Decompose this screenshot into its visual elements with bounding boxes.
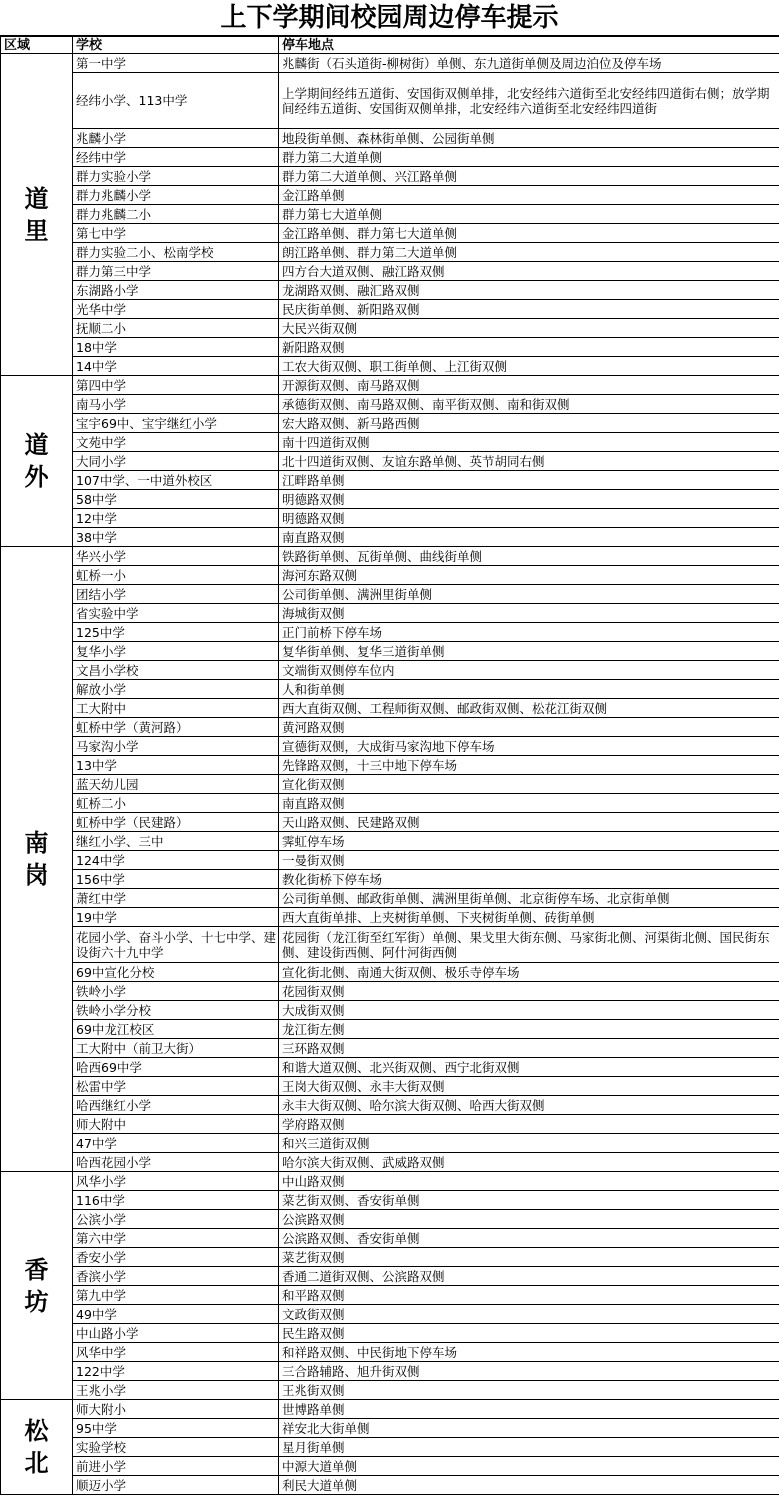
school-cell: 第四中学 (73, 376, 279, 395)
location-cell: 和祥路双侧、中民街地下停车场 (279, 1343, 779, 1362)
location-cell: 一曼街双侧 (279, 851, 779, 870)
school-cell: 124中学 (73, 851, 279, 870)
district-name: 南岗 (23, 827, 49, 891)
table-row (1, 1400, 779, 1419)
school-cell: 铁岭小学分校 (73, 1001, 279, 1020)
table-row (1, 1343, 779, 1362)
district-cell (1, 1400, 73, 1495)
table-row (1, 1134, 779, 1153)
district-name: 道里 (23, 183, 49, 247)
school-cell: 第六中学 (73, 1229, 279, 1248)
table-row (1, 1362, 779, 1381)
location-cell: 江畔路单侧 (279, 471, 779, 490)
school-cell: 松雷中学 (73, 1077, 279, 1096)
school-cell: 文苑中学 (73, 433, 279, 452)
school-cell: 69中龙江校区 (73, 1020, 279, 1039)
table-row (1, 661, 779, 680)
table-row (1, 1419, 779, 1438)
parking-table (0, 36, 779, 1495)
school-cell: 团结小学 (73, 585, 279, 604)
table-row (1, 281, 779, 300)
school-cell: 东湖路小学 (73, 281, 279, 300)
location-cell: 霁虹停车场 (279, 832, 779, 851)
table-row (1, 186, 779, 205)
location-cell: 龙江街左侧 (279, 1020, 779, 1039)
location-cell: 公滨路双侧 (279, 1210, 779, 1229)
location-cell: 学府路双侧 (279, 1115, 779, 1134)
location-cell: 文端街双侧停车位内 (279, 661, 779, 680)
school-cell: 经纬中学 (73, 148, 279, 167)
location-cell: 西大直街双侧、工程师街双侧、邮政街双侧、松花江街双侧 (279, 699, 779, 718)
table-row (1, 376, 779, 395)
location-cell: 西大直街单排、上夹树街单侧、下夹树街单侧、砖街单侧 (279, 908, 779, 927)
location-cell: 金江路单侧、群力第七大道单侧 (279, 224, 779, 243)
table-row (1, 490, 779, 509)
location-cell: 和平路双侧 (279, 1286, 779, 1305)
school-cell: 文昌小学校 (73, 661, 279, 680)
table-row (1, 1286, 779, 1305)
school-cell: 解放小学 (73, 680, 279, 699)
location-cell: 三合路辅路、旭升街双侧 (279, 1362, 779, 1381)
school-cell: 萧红中学 (73, 889, 279, 908)
district-cell (1, 547, 73, 1172)
table-row (1, 1229, 779, 1248)
location-cell: 王岗大街双侧、永丰大街双侧 (279, 1077, 779, 1096)
table-row (1, 547, 779, 566)
school-cell: 122中学 (73, 1362, 279, 1381)
table-row (1, 1438, 779, 1457)
district-cell (1, 54, 73, 376)
table-row (1, 870, 779, 889)
school-cell: 大同小学 (73, 452, 279, 471)
school-cell: 宝宇69中、宝宇继红小学 (73, 414, 279, 433)
table-row (1, 414, 779, 433)
school-cell: 13中学 (73, 756, 279, 775)
location-cell: 民生路双侧 (279, 1324, 779, 1343)
location-cell: 星月街单侧 (279, 1438, 779, 1457)
table-row (1, 357, 779, 376)
school-cell: 中山路小学 (73, 1324, 279, 1343)
school-cell: 14中学 (73, 357, 279, 376)
table-row (1, 528, 779, 547)
school-cell: 18中学 (73, 338, 279, 357)
table-row (1, 1267, 779, 1286)
location-cell: 南十四道街双侧 (279, 433, 779, 452)
table-row (1, 982, 779, 1001)
school-cell: 蓝天幼儿园 (73, 775, 279, 794)
school-cell: 哈西继红小学 (73, 1096, 279, 1115)
table-row (1, 889, 779, 908)
location-cell: 王兆街双侧 (279, 1381, 779, 1400)
location-cell: 群力第二大道单侧 (279, 148, 779, 167)
table-row (1, 1476, 779, 1495)
table-row (1, 963, 779, 982)
table-row (1, 623, 779, 642)
table-row (1, 1020, 779, 1039)
location-cell: 朗江路单侧、群力第二大道单侧 (279, 243, 779, 262)
district-name: 香坊 (23, 1254, 49, 1318)
school-cell: 前进小学 (73, 1457, 279, 1476)
table-row (1, 1248, 779, 1267)
location-cell: 地段街单侧、森林街单侧、公园街单侧 (279, 129, 779, 148)
school-cell: 复华小学 (73, 642, 279, 661)
school-cell: 58中学 (73, 490, 279, 509)
location-cell: 明德路双侧 (279, 509, 779, 528)
location-cell: 南直路双侧 (279, 794, 779, 813)
school-cell: 47中学 (73, 1134, 279, 1153)
location-cell: 宣德街双侧，大成街马家沟地下停车场 (279, 737, 779, 756)
location-cell: 哈尔滨大街双侧、武威路双侧 (279, 1153, 779, 1172)
location-cell: 菜艺街双侧、香安街单侧 (279, 1191, 779, 1210)
location-cell: 龙湖路双侧、融汇路双侧 (279, 281, 779, 300)
school-cell: 哈西花园小学 (73, 1153, 279, 1172)
table-row (1, 1115, 779, 1134)
location-cell: 人和街单侧 (279, 680, 779, 699)
school-cell: 群力实验小学 (73, 167, 279, 186)
table-row (1, 851, 779, 870)
table-row (1, 775, 779, 794)
table-row (1, 1058, 779, 1077)
school-cell: 兆麟小学 (73, 129, 279, 148)
table-row (1, 433, 779, 452)
location-cell: 利民大道单侧 (279, 1476, 779, 1495)
school-cell: 19中学 (73, 908, 279, 927)
location-cell: 北十四道街双侧、友谊东路单侧、英节胡同右侧 (279, 452, 779, 471)
school-cell: 第九中学 (73, 1286, 279, 1305)
table-row (1, 54, 779, 73)
table-row (1, 395, 779, 414)
school-cell: 继红小学、三中 (73, 832, 279, 851)
table-row (1, 205, 779, 224)
table-body (1, 54, 779, 1495)
location-cell: 和谐大道双侧、北兴街双侧、西宁北街双侧 (279, 1058, 779, 1077)
location-cell: 花园街双侧 (279, 982, 779, 1001)
school-cell: 师大附小 (73, 1400, 279, 1419)
school-cell: 王兆小学 (73, 1381, 279, 1400)
location-cell: 工农大街双侧、职工街单侧、上江街双侧 (279, 357, 779, 376)
school-cell: 风华中学 (73, 1343, 279, 1362)
school-cell: 49中学 (73, 1305, 279, 1324)
table-row (1, 1210, 779, 1229)
school-cell: 工大附中（前卫大街） (73, 1039, 279, 1058)
table-row (1, 262, 779, 281)
location-cell: 宏大路双侧、新马路西侧 (279, 414, 779, 433)
school-cell: 哈西69中学 (73, 1058, 279, 1077)
location-cell: 大成街双侧 (279, 1001, 779, 1020)
location-cell: 金江路单侧 (279, 186, 779, 205)
location-cell: 正门前桥下停车场 (279, 623, 779, 642)
school-cell: 群力兆麟小学 (73, 186, 279, 205)
table-row (1, 129, 779, 148)
school-cell: 香滨小学 (73, 1267, 279, 1286)
location-cell: 公司街单侧、满洲里街单侧 (279, 585, 779, 604)
district-cell (1, 376, 73, 547)
location-cell: 海河东路双侧 (279, 566, 779, 585)
location-cell: 祥安北大街单侧 (279, 1419, 779, 1438)
school-cell: 华兴小学 (73, 547, 279, 566)
location-cell: 开源街双侧、南马路双侧 (279, 376, 779, 395)
school-cell: 群力兆麟二小 (73, 205, 279, 224)
table-row (1, 1077, 779, 1096)
school-cell: 师大附中 (73, 1115, 279, 1134)
school-cell: 风华小学 (73, 1172, 279, 1191)
location-cell: 大民兴街双侧 (279, 319, 779, 338)
school-cell: 群力第三中学 (73, 262, 279, 281)
location-cell: 海城街双侧 (279, 604, 779, 623)
table-row (1, 471, 779, 490)
school-cell: 省实验中学 (73, 604, 279, 623)
school-cell: 铁岭小学 (73, 982, 279, 1001)
header-district: 区域 (1, 37, 73, 54)
location-cell: 南直路双侧 (279, 528, 779, 547)
location-cell: 群力第七大道单侧 (279, 205, 779, 224)
table-row (1, 1191, 779, 1210)
table-row (1, 319, 779, 338)
header-school: 学校 (73, 37, 279, 54)
school-cell: 107中学、一中道外校区 (73, 471, 279, 490)
location-cell: 宣化街北侧、南通大街双侧、极乐寺停车场 (279, 963, 779, 982)
table-row (1, 813, 779, 832)
school-cell: 156中学 (73, 870, 279, 889)
location-cell: 先锋路双侧，十三中地下停车场 (279, 756, 779, 775)
table-row (1, 832, 779, 851)
school-cell: 抚顺二小 (73, 319, 279, 338)
header-location: 停车地点 (279, 37, 779, 54)
location-cell: 新阳路双侧 (279, 338, 779, 357)
table-row (1, 300, 779, 319)
table-row (1, 509, 779, 528)
school-cell: 第一中学 (73, 54, 279, 73)
location-cell: 文政街双侧 (279, 1305, 779, 1324)
school-cell: 香安小学 (73, 1248, 279, 1267)
district-name: 松北 (23, 1415, 49, 1479)
location-cell: 和兴三道街双侧 (279, 1134, 779, 1153)
table-row (1, 642, 779, 661)
location-cell: 世博路单侧 (279, 1400, 779, 1419)
school-cell: 虹桥中学（黄河路） (73, 718, 279, 737)
location-cell: 上学期间经纬五道街、安国街双侧单排，北安经纬六道街至北安经纬四道街右侧；放学期间经纬五道街、安国街双侧单排，北安经纬六道街至北安经纬四道街 (279, 73, 779, 129)
table-row (1, 338, 779, 357)
location-cell: 香通二道街双侧、公滨路双侧 (279, 1267, 779, 1286)
school-cell: 实验学校 (73, 1438, 279, 1457)
location-cell: 宣化街双侧 (279, 775, 779, 794)
table-row (1, 1039, 779, 1058)
school-cell: 12中学 (73, 509, 279, 528)
location-cell: 公司街单侧、邮政街单侧、满洲里街单侧、北京街停车场、北京街单侧 (279, 889, 779, 908)
page-title: 上下学期间校园周边停车提示 (0, 0, 779, 36)
table-row (1, 1001, 779, 1020)
table-row (1, 585, 779, 604)
table-row (1, 680, 779, 699)
table-row (1, 718, 779, 737)
school-cell: 虹桥一小 (73, 566, 279, 585)
school-cell: 第七中学 (73, 224, 279, 243)
district-cell (1, 1172, 73, 1400)
school-cell: 116中学 (73, 1191, 279, 1210)
school-cell: 群力实验二小、松南学校 (73, 243, 279, 262)
table-row (1, 927, 779, 963)
location-cell: 三环路双侧 (279, 1039, 779, 1058)
school-cell: 南马小学 (73, 395, 279, 414)
table-row (1, 1096, 779, 1115)
table-row (1, 452, 779, 471)
table-row (1, 908, 779, 927)
district-name: 道外 (23, 429, 49, 493)
location-cell: 黄河路双侧 (279, 718, 779, 737)
location-cell: 菜艺街双侧 (279, 1248, 779, 1267)
table-row (1, 1381, 779, 1400)
table-row (1, 148, 779, 167)
location-cell: 中山路双侧 (279, 1172, 779, 1191)
school-cell: 95中学 (73, 1419, 279, 1438)
table-row (1, 1324, 779, 1343)
table-row (1, 224, 779, 243)
table-row (1, 794, 779, 813)
location-cell: 明德路双侧 (279, 490, 779, 509)
school-cell: 工大附中 (73, 699, 279, 718)
table-row (1, 756, 779, 775)
school-cell: 69中宣化分校 (73, 963, 279, 982)
table-row (1, 73, 779, 129)
school-cell: 马家沟小学 (73, 737, 279, 756)
school-cell: 花园小学、奋斗小学、十七中学、建设街六十九中学 (73, 927, 279, 963)
table-row (1, 1153, 779, 1172)
location-cell: 兆麟街（石头道街-柳树街）单侧、东九道街单侧及周边泊位及停车场 (279, 54, 779, 73)
location-cell: 复华街单侧、复华三道街单侧 (279, 642, 779, 661)
location-cell: 花园街（龙江街至红军街）单侧、果戈里大街东侧、马家街北侧、河渠街北侧、国民街东侧、建设街西侧、阿什河街西侧 (279, 927, 779, 963)
table-row (1, 604, 779, 623)
location-cell: 承德街双侧、南马路双侧、南平街双侧、南和街双侧 (279, 395, 779, 414)
table-row (1, 243, 779, 262)
location-cell: 群力第二大道单侧、兴江路单侧 (279, 167, 779, 186)
table-row (1, 1305, 779, 1324)
location-cell: 铁路街单侧、瓦街单侧、曲线街单侧 (279, 547, 779, 566)
school-cell: 虹桥二小 (73, 794, 279, 813)
location-cell: 永丰大街双侧、哈尔滨大街双侧、哈西大街双侧 (279, 1096, 779, 1115)
location-cell: 四方台大道双侧、融江路双侧 (279, 262, 779, 281)
table-row (1, 1172, 779, 1191)
location-cell: 民庆街单侧、新阳路双侧 (279, 300, 779, 319)
school-cell: 顺迈小学 (73, 1476, 279, 1495)
location-cell: 公滨路双侧、香安街单侧 (279, 1229, 779, 1248)
location-cell: 教化街桥下停车场 (279, 870, 779, 889)
table-row (1, 566, 779, 585)
school-cell: 虹桥中学（民建路） (73, 813, 279, 832)
school-cell: 光华中学 (73, 300, 279, 319)
school-cell: 125中学 (73, 623, 279, 642)
table-row (1, 167, 779, 186)
location-cell: 中源大道单侧 (279, 1457, 779, 1476)
header-row (1, 37, 779, 54)
table-row (1, 699, 779, 718)
table-row (1, 737, 779, 756)
school-cell: 经纬小学、113中学 (73, 73, 279, 129)
school-cell: 公滨小学 (73, 1210, 279, 1229)
school-cell: 38中学 (73, 528, 279, 547)
location-cell: 天山路双侧、民建路双侧 (279, 813, 779, 832)
table-row (1, 1457, 779, 1476)
